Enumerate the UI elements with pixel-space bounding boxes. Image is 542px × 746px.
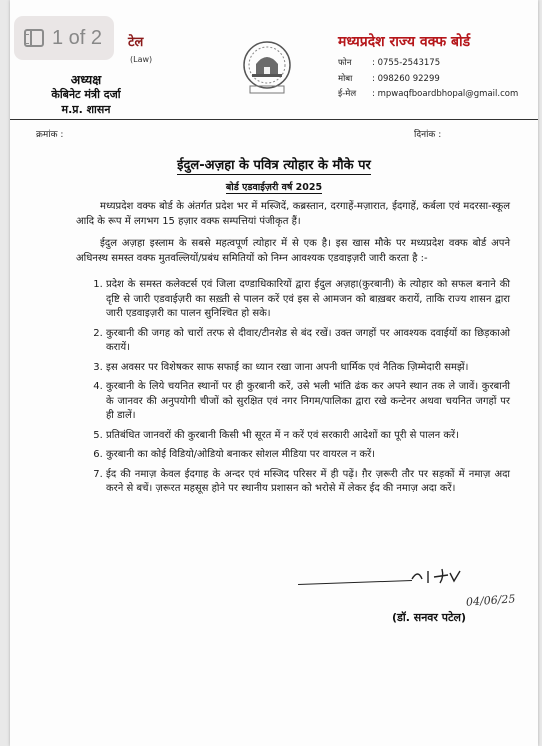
advisory-list [76, 278, 510, 497]
handwritten-signature [408, 563, 478, 589]
signature-date: 04/06/25 [465, 592, 516, 609]
advisory-point: 3. इस अवसर पर विशेषकर साफ सफाई का ध्यान रखा जाना अपनी धार्मिक एवं नैतिक ज़िम्मेदारी समझें। [106, 361, 510, 376]
document-page [10, 0, 538, 746]
sidebar-toggle-icon[interactable] [24, 29, 44, 47]
document-body [76, 200, 510, 502]
document-subtitle: बोर्ड एडवाईज़री वर्ष 2025 [225, 182, 323, 193]
contact-email: ई-मेल : mpwaqfboardbhopal@gmail.com [338, 89, 519, 99]
contact-phone: फोन : 0755-2543175 [338, 58, 441, 68]
contact-mobile: मोबा : 098260 92299 [338, 73, 440, 84]
advisory-point: 7. ईद की नमाज़ केवल ईदगाह के अन्दर एवं मस्जिद परिसर में ही पढ़ें। ग़ैर ज़रूरी तौर पर सड़कों में नमाज़ अदा करने से बचें। ज़रूरत महसूस होने पर स्थानीय प्रशासन को भरोसे में लेकर ईद की नमाज़ अदा करें। [106, 468, 510, 497]
advisory-point: 1. प्रदेश के समस्त कलेक्टर्स एवं जिला दण्डाधिकारियों द्वारा ईदुल अज़हा(कुरबानी) के त्योहार को सफल बनाने की दृष्टि से जारी एडवाईज़री का सख़्ती से पालन करें एवं इस से आमजन को बाख़बर करायें, ताकि राज्य शासन द्वारा जारी एडवाइज़री का पालन सुनिश्चित हो सके। [106, 278, 510, 322]
signature-line [298, 580, 412, 585]
document-title: ईदुल-अज़हा के पवित्र त्योहार के मौके पर [177, 158, 371, 173]
date-label: दिनांक : [414, 130, 442, 140]
reference-number-label: क्रमांक : [36, 130, 64, 140]
signer-name: (डॉ. सनवर पटेल) [392, 611, 467, 624]
designation-title: अध्यक्ष [70, 72, 102, 87]
letterhead-board-name: मध्यप्रदेश राज्य वक्फ बोर्ड [338, 34, 471, 50]
designation-rank: केबिनेट मंत्री दर्जा [51, 88, 121, 101]
advisory-point: 6. कुरबानी का कोई विडियो/ओडियो बनाकर सोशल मीडिया पर वायरल न करें। [106, 448, 510, 463]
advisory-point: 5. प्रतिबंधित जानवरों की कुरबानी किसी भी सूरत में न करें एवं सरकारी आदेशों का पूरी से पालन करें। [106, 429, 510, 444]
letterhead-law-label: (Law) [130, 55, 153, 64]
paragraph: मध्यप्रदेश वक्फ बोर्ड के अंतर्गत प्रदेश भर में मस्जिदें, कब्रस्तान, दरगाहें-मज़ारात, ईदगाहें, कर्बला एवं मदरसा-स्कूल आदि के रूप में लगभग 15 हज़ार वक्फ सम्पत्तियां पंजीकृत हैं। [76, 201, 510, 227]
waqf-board-emblem-icon [242, 40, 292, 96]
contact-block [338, 56, 518, 103]
designation-government: म.प्र. शासन [61, 103, 111, 116]
letterhead-divider [10, 119, 538, 120]
letterhead-left-name: टेल [128, 35, 144, 50]
paragraph: ईदुल अज़हा इस्लाम के सबसे महत्वपूर्ण त्योहार में से एक है। इस खास मौके पर मध्यप्रदेश वक्फ बोर्ड अपने अधिनस्थ समस्त वक्फ मुतवल्लियों/प्रबंध समितियों को निम्न आवश्यक एडवाइज़री जारी करता है :- [76, 238, 510, 264]
designation-block [50, 72, 122, 117]
advisory-point: 4. कुरबानी के लिये चयनित स्थानों पर ही कुरबानी करें, उसे भली भांति ढंक कर अपने स्थान तक ले जावें। कुरबानी के जानवर की अनुपयोगी चीजों को सुरक्षित एवं नगर निगम/पालिका द्वारा रखे कन्टेनर अथवा चयनित जगहों पर ही डालें। [106, 380, 510, 424]
advisory-point: 2. कुरबानी की जगह को चारों तरफ से दीवार/टीनशेड से बंद रखें। उक्त जगहों पर आवश्यक दवाईयों का छिड़काओ करायें। [106, 327, 510, 356]
page-indicator[interactable] [14, 16, 114, 60]
page-indicator-text: 1 of 2 [52, 26, 103, 49]
